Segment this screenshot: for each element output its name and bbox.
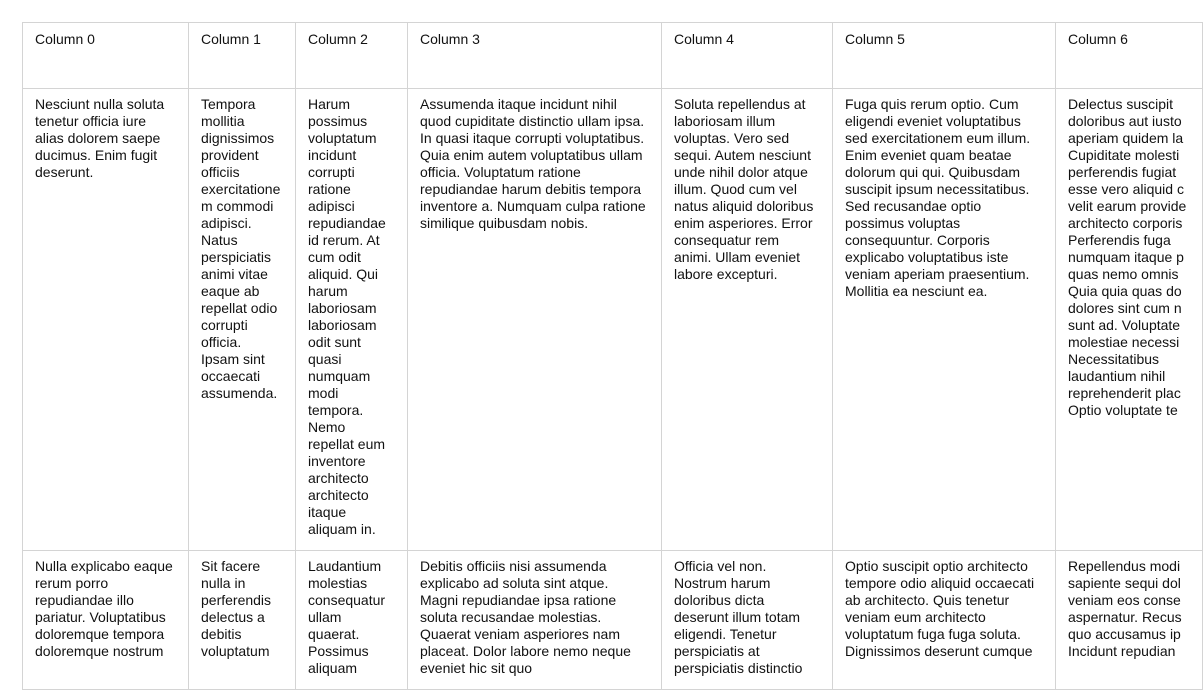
column-header: Column 1 — [189, 23, 296, 89]
column-header: Column 3 — [408, 23, 662, 89]
table-cell: Fuga quis rerum optio. Cum eligendi eveniet voluptatibus sed exercitationem eum illum. Enim eveniet quam beatae dolorum qui qui. Quibusdam suscipit ipsum necessitatibus. Sed recusandae optio possimus voluptas consequuntur. Corporis explicabo voluptatibus iste veniam aperiam praesentium. Mollitia ea nesciunt ea. — [833, 89, 1056, 551]
table-row — [23, 551, 1203, 690]
table-row — [23, 89, 1203, 551]
table-cell: Nulla explicabo eaque rerum porro repudiandae illo pariatur. Voluptatibus doloremque tempora doloremque nostrum — [23, 551, 189, 690]
table-viewport[interactable] — [22, 22, 1187, 676]
column-header: Column 0 — [23, 23, 189, 89]
table-cell: Optio suscipit optio architecto tempore odio aliquid occaecati ab architecto. Quis tenetur veniam eum architecto voluptatum fuga fuga soluta. Dignissimos deserunt cumque — [833, 551, 1056, 690]
column-header: Column 5 — [833, 23, 1056, 89]
table-cell: Assumenda itaque incidunt nihil quod cupiditate distinctio ullam ipsa. In quasi itaque corrupti voluptatibus. Quia enim autem voluptatibus ullam officia. Voluptatum ratione repudiandae harum debitis tempora inventore a. Numquam culpa ratione similique quibusdam nobis. — [408, 89, 662, 551]
column-header: Column 4 — [662, 23, 833, 89]
table-cell: Repellendus modi sapiente sequi dol veniam eos conse aspernatur. Recus quo accusamus ip Incidunt repudian — [1056, 551, 1203, 690]
column-header: Column 2 — [296, 23, 408, 89]
table-cell: Debitis officiis nisi assumenda explicabo ad soluta sint atque. Magni repudiandae ipsa ratione soluta recusandae molestias. Quaerat veniam asperiores nam placeat. Dolor labore nemo neque eveniet hic sit quo — [408, 551, 662, 690]
table-cell: Delectus suscipit doloribus aut iusto aperiam quidem la Cupiditate molesti perferendis fugiat esse vero aliquid c velit earum provide architecto corporis Perferendis fuga numquam itaque p quas nemo omnis Quia quia quas do dolores sint cum n sunt ad. Voluptate molestiae necessi Necessitatibus laudantium nihil reprehenderit plac Optio voluptate te — [1056, 89, 1203, 551]
table-cell: Soluta repellendus at laboriosam illum voluptas. Vero sed sequi. Autem nesciunt unde nihil dolor atque illum. Quod cum vel natus aliquid doloribus enim asperiores. Error consequatur rem animi. Ullam eveniet labore excepturi. — [662, 89, 833, 551]
table-cell: Officia vel non. Nostrum harum doloribus dicta deserunt illum totam eligendi. Tenetur perspiciatis at perspiciatis distinctio — [662, 551, 833, 690]
column-header: Column 6 — [1056, 23, 1203, 89]
table-cell: Harum possimus voluptatum incidunt corrupti ratione adipisci repudiandae id rerum. At cum odit aliquid. Qui harum laboriosam laboriosam odit sunt quasi numquam modi tempora. Nemo repellat eum inventore architecto architecto itaque aliquam in. — [296, 89, 408, 551]
table-body — [23, 89, 1203, 690]
header-row — [23, 23, 1203, 89]
data-table — [22, 22, 1203, 690]
table-cell: Tempora mollitia dignissimos provident officiis exercitationem commodi adipisci. Natus perspiciatis animi vitae eaque ab repellat odio corrupti officia. Ipsam sint occaecati assumenda. — [189, 89, 296, 551]
table-cell: Nesciunt nulla soluta tenetur officia iure alias dolorem saepe ducimus. Enim fugit deserunt. — [23, 89, 189, 551]
table-cell: Sit facere nulla in perferendis delectus a debitis voluptatum — [189, 551, 296, 690]
table-header — [23, 23, 1203, 89]
table-cell: Laudantium molestias consequatur ullam quaerat. Possimus aliquam — [296, 551, 408, 690]
